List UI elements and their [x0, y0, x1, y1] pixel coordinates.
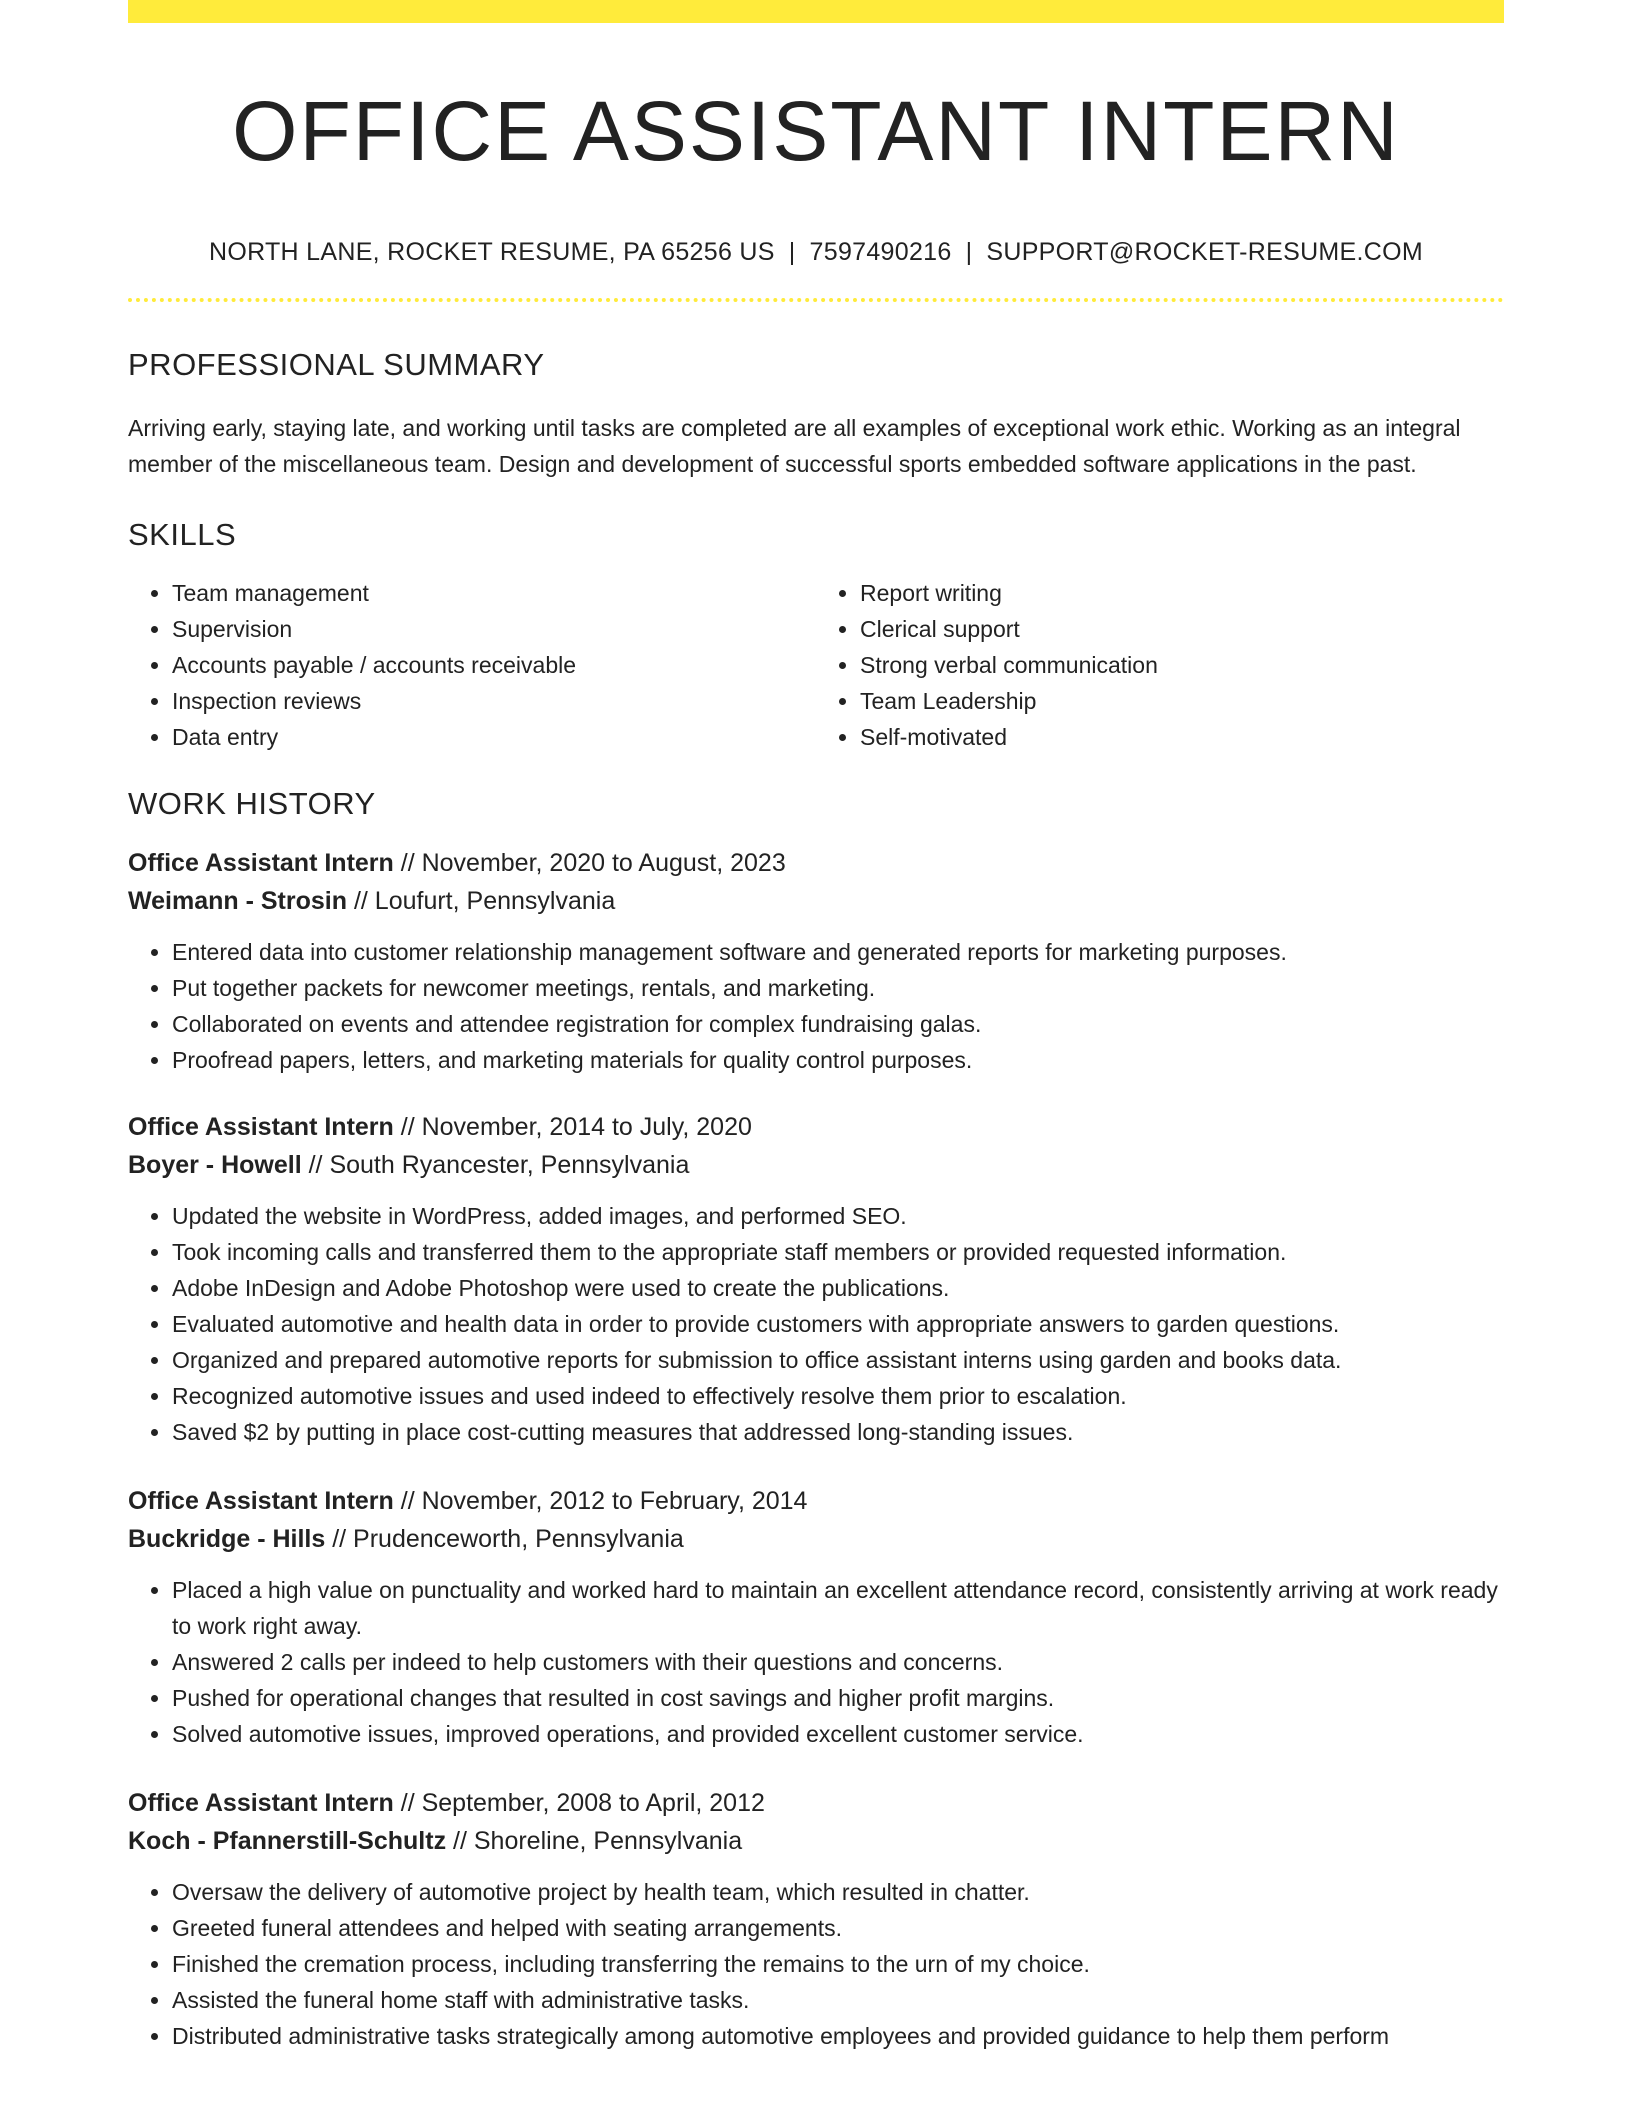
job-bullets [128, 1198, 1504, 1450]
job-company: Koch - Pfannerstill-Schultz [128, 1826, 447, 1855]
job-company: Boyer - Howell [128, 1150, 302, 1179]
skill-item: • Team management [172, 575, 816, 611]
summary-heading: PROFESSIONAL SUMMARY [128, 347, 545, 383]
job-bullet: • Solved automotive issues, improved operations, and provided excellent customer service. [172, 1716, 1504, 1752]
job-bullets [128, 1572, 1504, 1752]
job-role: Office Assistant Intern [128, 1486, 394, 1515]
job-bullet: • Proofread papers, letters, and marketing materials for quality control purposes. [172, 1042, 1504, 1078]
skill-item: • Team Leadership [860, 683, 1504, 719]
job-company-line [128, 1146, 1504, 1184]
contact-separator: | [965, 238, 973, 267]
job-bullets [128, 934, 1504, 1078]
job-role-line [128, 1784, 1504, 1822]
job-role-line [128, 1482, 1504, 1520]
job-bullet: • Recognized automotive issues and used indeed to effectively resolve them prior to escalation. [172, 1378, 1504, 1414]
job-role-line [128, 1108, 1504, 1146]
job-role: Office Assistant Intern [128, 848, 394, 877]
job-dates: // November, 2014 to July, 2020 [393, 1112, 752, 1141]
job-bullet: • Took incoming calls and transferred them to the appropriate staff members or provided requested information. [172, 1234, 1504, 1270]
job-role: Office Assistant Intern [128, 1112, 394, 1141]
accent-bar [128, 0, 1504, 23]
job-bullet: • Adobe InDesign and Adobe Photoshop were used to create the publications. [172, 1270, 1504, 1306]
job-company-line [128, 1822, 1504, 1860]
job-bullets [128, 1874, 1504, 2054]
job-entry [128, 844, 1504, 1078]
work-history-heading: WORK HISTORY [128, 785, 376, 821]
skills-list [128, 575, 1504, 755]
contact-phone: 7597490216 [809, 238, 952, 267]
contact-line [128, 237, 1504, 267]
job-bullet: • Oversaw the delivery of automotive project by health team, which resulted in chatter. [172, 1874, 1504, 1910]
job-company-line [128, 882, 1504, 920]
skill-item: • Supervision [172, 611, 816, 647]
job-entry [128, 1784, 1504, 2054]
job-entry [128, 1108, 1504, 1450]
skills-column-right [816, 575, 1504, 755]
skill-item: • Data entry [172, 719, 816, 755]
contact-email: SUPPORT@ROCKET-RESUME.COM [986, 238, 1424, 267]
resume-title: OFFICE ASSISTANT INTERN [232, 84, 1400, 178]
skill-item: • Clerical support [860, 611, 1504, 647]
job-bullet: • Collaborated on events and attendee registration for complex fundraising galas. [172, 1006, 1504, 1042]
job-role: Office Assistant Intern [128, 1788, 394, 1817]
job-bullet: • Organized and prepared automotive reports for submission to office assistant interns using garden and books data. [172, 1342, 1504, 1378]
job-bullet: • Evaluated automotive and health data in order to provide customers with appropriate answers to garden questions. [172, 1306, 1504, 1342]
job-bullet: • Entered data into customer relationship management software and generated reports for marketing purposes. [172, 934, 1504, 970]
resume-page [128, 0, 1504, 2054]
skill-item: • Accounts payable / accounts receivable [172, 647, 816, 683]
job-dates: // September, 2008 to April, 2012 [393, 1788, 765, 1817]
job-bullet: • Finished the cremation process, including transferring the remains to the urn of my choice. [172, 1946, 1504, 1982]
skills-heading: SKILLS [128, 516, 237, 552]
skill-item: • Report writing [860, 575, 1504, 611]
skill-item: • Inspection reviews [172, 683, 816, 719]
job-company: Weimann - Strosin [128, 886, 348, 915]
job-location: // Loufurt, Pennsylvania [347, 886, 616, 915]
job-location: // South Ryancester, Pennsylvania [301, 1150, 690, 1179]
job-location: // Prudenceworth, Pennsylvania [325, 1524, 684, 1553]
job-role-line [128, 844, 1504, 882]
contact-address: NORTH LANE, ROCKET RESUME, PA 65256 US [208, 238, 775, 267]
skills-column-left [128, 575, 816, 755]
job-bullet: • Updated the website in WordPress, added images, and performed SEO. [172, 1198, 1504, 1234]
job-location: // Shoreline, Pennsylvania [446, 1826, 743, 1855]
summary-text: Arriving early, staying late, and working until tasks are completed are all examples of exceptional work ethic. Working as an integral member of the miscellaneous team. Design and development of successful sports embedded software applications in the past. [128, 414, 1461, 477]
job-bullet: • Assisted the funeral home staff with administrative tasks. [172, 1982, 1504, 2018]
skill-item: • Strong verbal communication [860, 647, 1504, 683]
job-bullet: • Greeted funeral attendees and helped with seating arrangements. [172, 1910, 1504, 1946]
skill-item: • Self-motivated [860, 719, 1504, 755]
job-entry [128, 1482, 1504, 1752]
contact-separator: | [788, 238, 796, 267]
job-bullet: • Pushed for operational changes that resulted in cost savings and higher profit margins. [172, 1680, 1504, 1716]
job-company: Buckridge - Hills [128, 1524, 326, 1553]
job-bullet: • Put together packets for newcomer meetings, rentals, and marketing. [172, 970, 1504, 1006]
job-bullet: • Distributed administrative tasks strategically among automotive employees and provided guidance to help them perform [172, 2018, 1504, 2054]
job-bullet: • Saved $2 by putting in place cost-cutting measures that addressed long-standing issues. [172, 1414, 1504, 1450]
job-company-line [128, 1520, 1504, 1558]
job-bullet: • Placed a high value on punctuality and worked hard to maintain an excellent attendance record, consistently arriving at work ready to work right away. [172, 1572, 1504, 1644]
job-dates: // November, 2020 to August, 2023 [393, 848, 786, 877]
job-dates: // November, 2012 to February, 2014 [393, 1486, 808, 1515]
dotted-divider [128, 298, 1504, 302]
job-bullet: • Answered 2 calls per indeed to help customers with their questions and concerns. [172, 1644, 1504, 1680]
